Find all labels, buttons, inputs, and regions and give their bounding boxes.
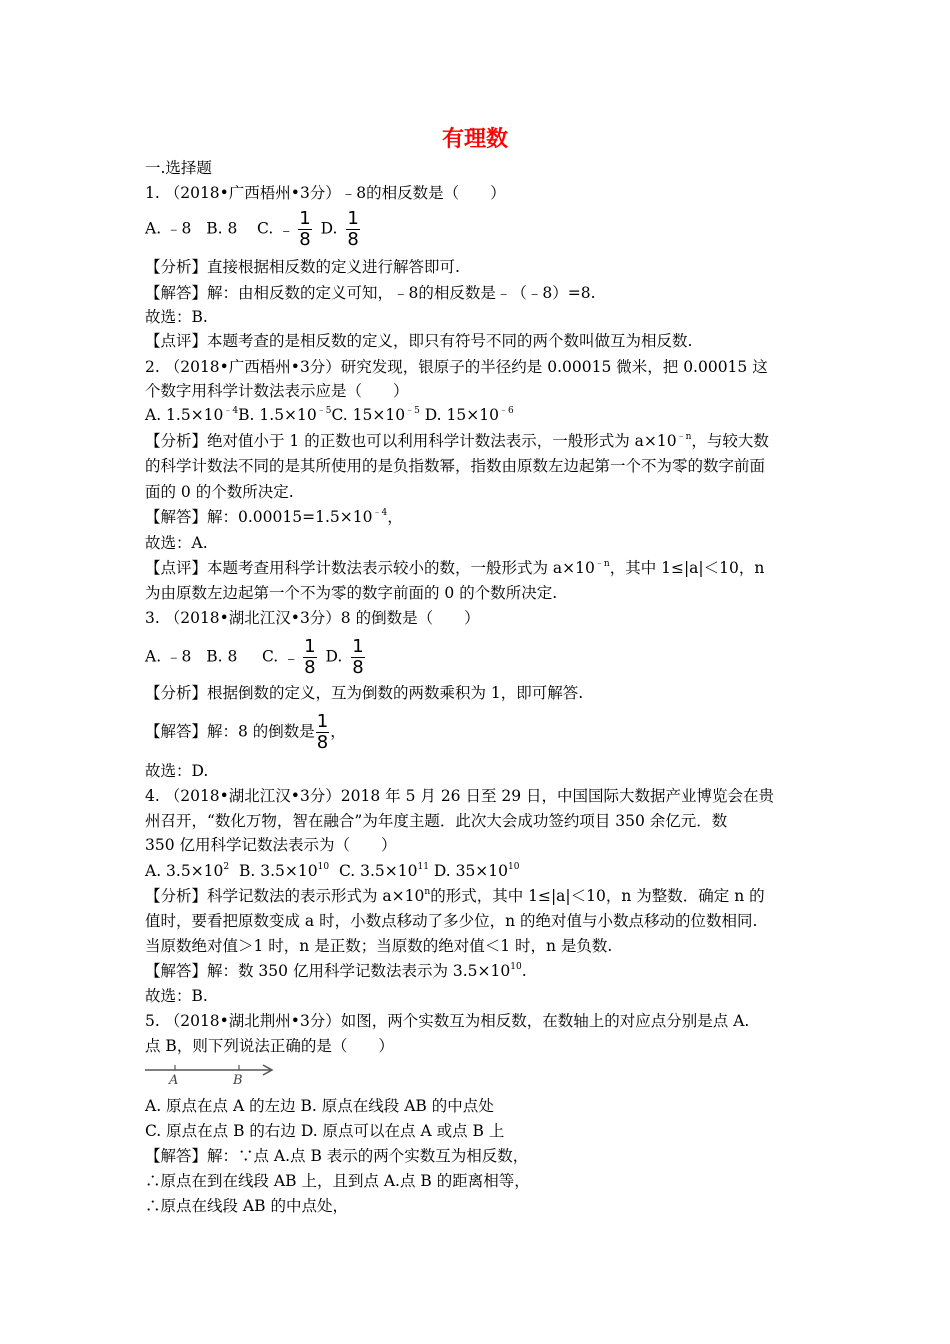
q2-option-d: D. 15×10 (419, 406, 499, 424)
q3-analysis: 【分析】根据倒数的定义，互为倒数的两数乘积为 1，即可解答. (145, 684, 584, 702)
q4-analysis-line3: 当原数绝对值＞1 时，n 是正数；当原数的绝对值＜1 时，n 是负数. (145, 937, 613, 955)
q1-choice: 故选：B. (145, 308, 208, 326)
q5-options-ab: A. 原点在点 A 的左边 B. 原点在线段 AB 的中点处 (145, 1097, 494, 1115)
q3-choice: 故选：D. (145, 762, 209, 780)
q2-options: A. $1.5\times 10^{﹣4}B$. $1.5\times 10^{﹣5}C$. $15\times 10^{﹣5}$ D. $15\times 10^{﹣6}$ (145, 406, 514, 424)
q3-option-c-sign: ﹣ (283, 647, 300, 667)
q1-option-d-fraction: $\frac{1}{8}$ (347, 208, 359, 250)
q5-answer-line3: ∴原点在线段 AB 的中点处， (145, 1197, 348, 1215)
q2-analysis-line1: 【分析】绝对值小于 1 的正数也可以利用科学计数法表示，一般形式为 $a\times 10^{﹣n}$，与较大数 (145, 432, 769, 450)
q2-analysis-line3: 面的 0 的个数所决定. (145, 483, 294, 501)
q3-option-c: C. (261, 647, 284, 666)
q1-option-b: B. 8 (206, 219, 238, 238)
q2-comment-line2: 为由原数左边起第一个不为零的数字前面的 0 的个数所决定. (145, 584, 558, 602)
number-line-figure (143, 1058, 283, 1088)
q2-comment-line1: 【点评】本题考查用科学计数法表示较小的数，一般形式为 $a\times 10^{﹣n}$，其中 1≤|a|＜10，n (145, 559, 765, 577)
q1-option-c: C. (257, 219, 279, 238)
q4-option-b: B. 3.5×10 (239, 862, 318, 880)
q4-stem-line2: 州召开，“数化万物，智在融合”为年度主题．此次大会成功签约项目 350 余亿元．数 (145, 812, 728, 830)
q2-option-a: A. 1.5×10 (145, 406, 224, 424)
q4-option-d: D. 35×10 (433, 862, 509, 880)
q1-answer: 【解答】解：由相反数的定义可知，﹣8的相反数是﹣（﹣8）=8. (145, 284, 596, 302)
q1-analysis: 【分析】直接根据相反数的定义进行解答即可. (145, 258, 460, 276)
q4-analysis-line2: 值时，要看把原数变成 a 时，小数点移动了多少位，n 的绝对值与小数点移动的位数相同. (145, 912, 758, 930)
q2-analysis-line2: 的科学计数法不同的是其所使用的是负指数幂，指数由原数左边起第一个不为零的数字前面 (145, 457, 766, 475)
q4-option-c: C. 3.5×10 (338, 862, 418, 880)
q2-answer: 【解答】解：$0.00015=1.5\times 10^{﹣4}$， (145, 508, 403, 526)
q2-stem-line2: 个数字用科学计数法表示应是（ ） (145, 382, 409, 400)
q2-option-c: C. 15×10 (331, 406, 406, 424)
q1-stem: 1. （2018•广西梧州•3分）﹣8的相反数是（ ） (145, 184, 506, 202)
q1-option-a: A. ﹣8 (145, 219, 192, 238)
q3-stem: 3. （2018•湖北江汉•3分）8 的倒数是（ ） (145, 609, 480, 627)
q4-option-a: A. 3.5×10 (145, 862, 224, 880)
page-title: 有理数 (441, 127, 508, 152)
q4-analysis-line1: 【分析】科学记数法的表示形式为 $a\times 10^n$的形式，其中 1≤|a|＜10，n 为整数．确定 n 的 (145, 887, 765, 905)
q2-stem-line1: 2. （2018•广西梧州•3分）研究发现，银原子的半径约是 0.00015 微米，把 0.00015 这 (145, 358, 768, 376)
point-b-label: B (233, 1073, 243, 1088)
q3-option-c-fraction: $\frac{1}{8}$ (304, 636, 316, 678)
q3-answer-fraction: $\frac{1}{8}$ (316, 711, 329, 753)
q1-option-c-fraction: $\frac{1}{8}$ (299, 208, 311, 250)
q5-options-cd: C. 原点在点 B 的右边 D. 原点可以在点 A 或点 B 上 (145, 1122, 505, 1140)
section-heading: 一.选择题 (145, 159, 212, 177)
q4-answer: 【解答】解：数 350 亿用科学记数法表示为 $3.5\times 10^{10}$. (145, 962, 527, 980)
q4-stem-line3: 350 亿用科学记数法表示为（ ） (145, 836, 397, 854)
q2-choice: 故选：A. (145, 534, 208, 552)
q5-answer-line1: 【解答】解：∵点 A.点 B 表示的两个实数互为相反数， (145, 1147, 529, 1165)
q5-stem-line2: 点 B，则下列说法正确的是（ ） (145, 1037, 394, 1055)
q5-stem-line1: 5. （2018•湖北荆州•3分）如图，两个实数互为相反数，在数轴上的对应点分别是点 A. (145, 1012, 750, 1030)
q1-option-c-sign: ﹣ (278, 219, 295, 239)
q4-options: A. $3.5\times 10^2$ B. $3.5\times 10^{10}$ C. $3.5\times 10^{11}$ D. $35\times 10^{10}$ (145, 862, 520, 880)
point-a-label: A (169, 1073, 179, 1088)
q3-option-b: B. 8 (206, 647, 238, 666)
q1-options (145, 209, 364, 250)
q3-option-d-fraction: $\frac{1}{8}$ (352, 636, 364, 678)
q1-comment: 【点评】本题考查的是相反数的定义，即只有符号不同的两个数叫做互为相反数. (145, 332, 693, 350)
q5-answer-line2: ∴原点在到在线段 AB 上，且到点 A.点 B 的距离相等， (145, 1172, 530, 1190)
q3-option-a: A. ﹣8 (145, 647, 192, 666)
q1-option-d: D. (320, 219, 343, 238)
q3-option-d: D. (325, 647, 348, 666)
q2-option-b: B. 1.5×10 (238, 406, 317, 424)
q4-stem-line1: 4. （2018•湖北江汉•3分）2018 年 5 月 26 日至 29 日，中国国际大数据产业博览会在贵 (145, 787, 775, 805)
q3-answer: 【解答】解：8 的倒数是 $\frac{1}{8}$ ， (145, 711, 346, 753)
q3-options (145, 637, 369, 678)
q4-choice: 故选：B. (145, 987, 208, 1005)
